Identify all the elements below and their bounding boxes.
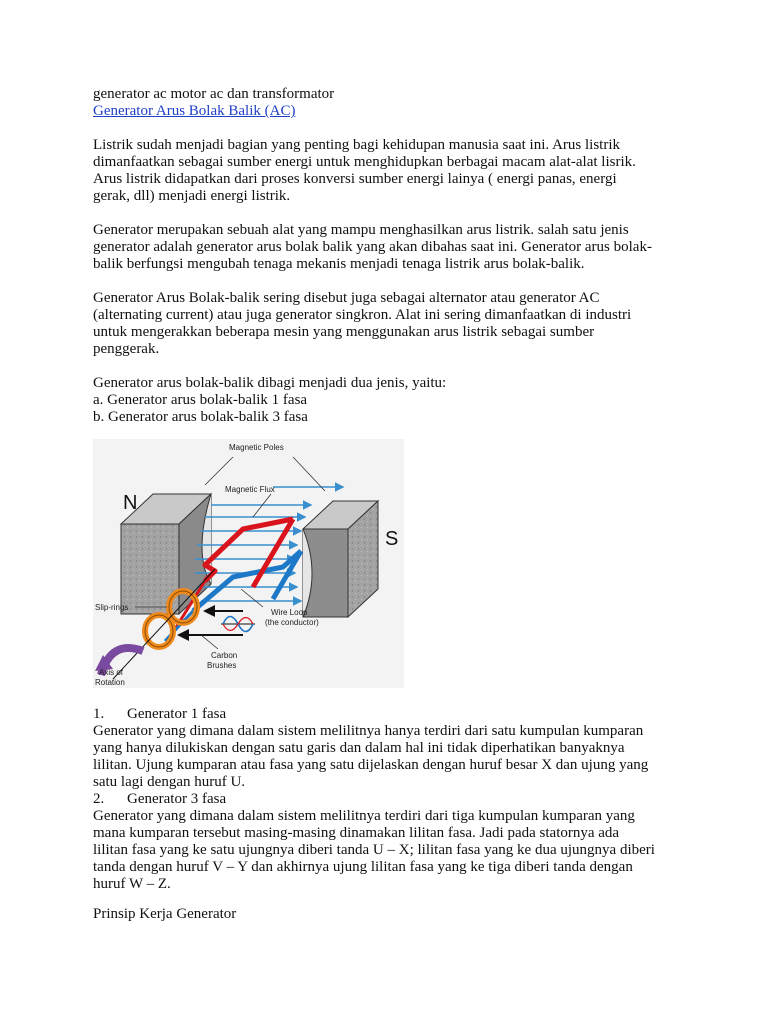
generator-types-list	[93, 706, 693, 893]
text-line: huruf W – Z.	[93, 876, 171, 892]
text-line: yang hanya dilukiskan dengan satu garis dan dalam hal ini tidak diperhatikan banyaknya	[93, 740, 625, 756]
axis-label: Axis of	[99, 668, 124, 677]
list-item-a: a. Generator arus bolak-balik 1 fasa	[93, 392, 308, 408]
list-item-1-heading	[93, 706, 693, 723]
generator-ac-link[interactable]: Generator Arus Bolak Balik (AC)	[93, 103, 296, 119]
paragraph-1	[93, 137, 693, 205]
paragraph-2	[93, 222, 693, 273]
south-label: S	[385, 528, 399, 550]
text-line: Generator yang dimana dalam sistem melilitnya hanya terdiri dari satu kumpulan kumparan	[93, 723, 644, 739]
text-line: dimanfaatkan sebagai sumber energi untuk menghidupkan berbagai macam alat-alat lisrik.	[93, 154, 636, 170]
text-line: untuk mengerakkan beberapa mesin yang menggunakan arus listrik sebagai sumber	[93, 324, 595, 340]
text-line: Listrik sudah menjadi bagian yang penting bagi kehidupan manusia saat ini. Arus listrik	[93, 137, 620, 153]
paragraph-3	[93, 290, 693, 358]
text-line: Generator Arus Bolak-balik sering disebut juga sebagai alternator atau generator AC	[93, 290, 600, 306]
magnetic-flux-label: Magnetic Flux	[225, 485, 275, 494]
text-line: balik berfungsi mengubah tenaga mekanis menjadi tenaga listrik arus bolak-balik.	[93, 256, 585, 272]
ac-generator-diagram	[93, 439, 404, 688]
section-heading: Prinsip Kerja Generator	[93, 906, 237, 922]
list-number: 1.	[93, 706, 105, 722]
text-line: Generator arus bolak-balik dibagi menjadi dua jenis, yaitu:	[93, 375, 447, 391]
list-item-title: Generator 3 fasa	[127, 791, 227, 807]
magnetic-poles-label: Magnetic Poles	[229, 443, 284, 452]
list-item-2-heading	[93, 791, 693, 808]
carbon-label: Carbon	[211, 651, 238, 660]
text-line: generator adalah generator arus bolak balik yang akan dibahas saat ini. Generator arus bolak-	[93, 239, 652, 255]
document-title: generator ac motor ac dan transformator	[93, 86, 335, 102]
list-item-b: b. Generator arus bolak-balik 3 fasa	[93, 409, 308, 425]
text-line: Generator yang dimana dalam sistem melilitnya terdiri dari tiga kumpulan kumparan yang	[93, 808, 635, 824]
north-label: N	[123, 492, 138, 514]
south-pole-magnet	[303, 501, 378, 617]
paragraph-4	[93, 375, 693, 426]
conductor-label: (the conductor)	[265, 618, 319, 627]
text-line: lilitan fasa yang ke satu ujungnya diberi tanda U – X; lilitan fasa yang ke dua ujungnya diberi	[93, 842, 655, 858]
list-number: 2.	[93, 791, 105, 807]
wire-loop-label: Wire Loop	[271, 608, 308, 617]
document-body	[93, 86, 693, 426]
rotation-label: Rotation	[95, 678, 125, 687]
text-line: penggerak.	[93, 341, 160, 357]
text-line: mana kumparan tersebut masing-masing dinamakan lilitan fasa. Jadi pada statornya ada	[93, 825, 620, 841]
text-line: tanda dengan huruf V – Y dan akhirnya ujung lilitan fasa yang ke tiga diberi tanda dengan	[93, 859, 633, 875]
text-line: Generator merupakan sebuah alat yang mampu menghasilkan arus listrik. salah satu jenis	[93, 222, 629, 238]
text-line: Arus listrik didapatkan dari proses konversi sumber energi lainya ( energi panas, energi	[93, 171, 617, 187]
text-line: gerak, dll) menjadi energi listrik.	[93, 188, 291, 204]
brushes-label: Brushes	[207, 661, 237, 670]
slip-rings-label: Slip-rings	[95, 603, 129, 612]
text-line: lilitan. Ujung kumparan atau fasa yang satu dijelaskan dengan huruf besar X dan ujung yang	[93, 757, 649, 773]
list-item-title: Generator 1 fasa	[127, 706, 227, 722]
text-line: satu lagi dengan huruf U.	[93, 774, 246, 790]
text-line: (alternating current) atau juga generator singkron. Alat ini sering dimanfaatkan di industri	[93, 307, 632, 323]
